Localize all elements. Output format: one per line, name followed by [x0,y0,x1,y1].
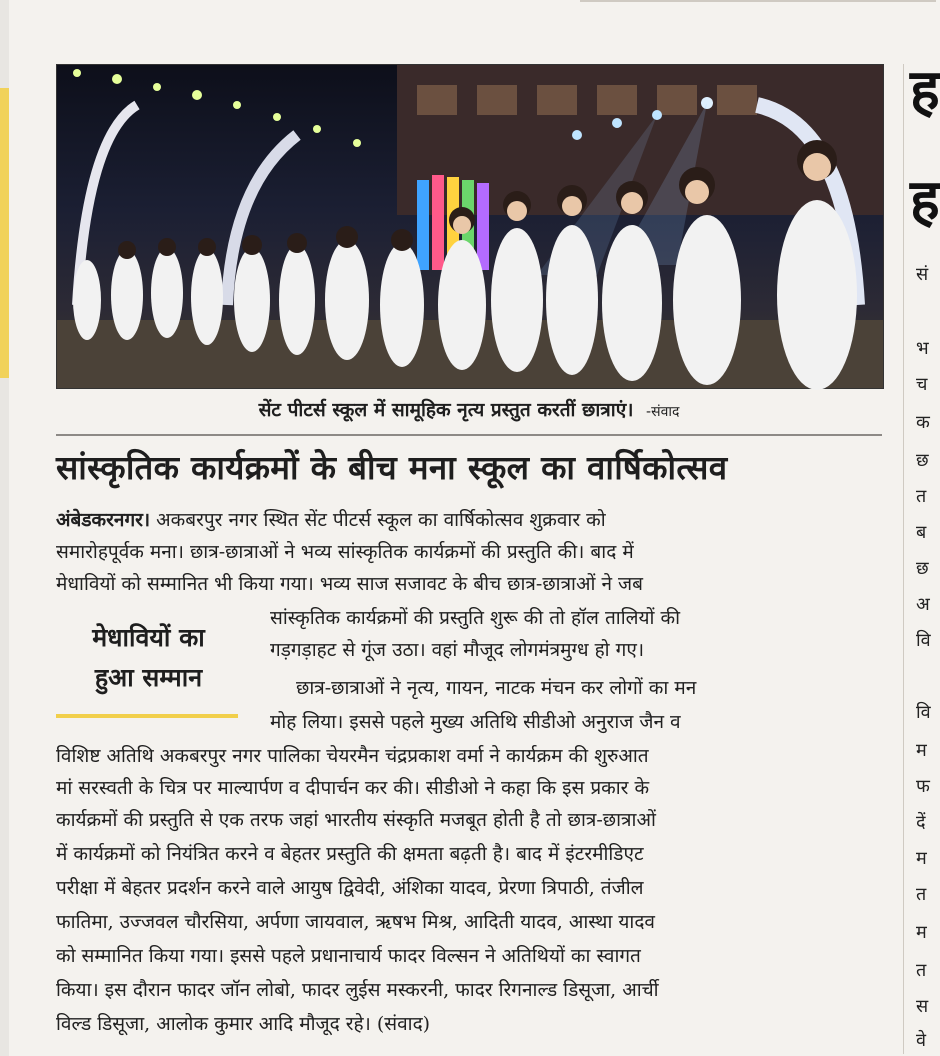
adjacent-text-18: त [916,960,927,981]
body-line-15: किया। इस दौरान फादर जॉन लोबो, फादर लुईस मस्करनी, फादर रिगनाल्ड डिसूजा, आर्ची [56,979,659,1001]
photo-caption [56,396,882,422]
adjacent-text-11: वि [916,702,931,723]
adjacent-text-13: फ [916,776,930,797]
news-photo [56,64,884,389]
adjacent-text-3: च [916,374,928,395]
body-line-5: गड़गड़ाहट से गूंज उठा। वहां मौजूद लोगमंत्रमुग्ध हो गए। [270,639,645,661]
body-line-10: कार्यक्रमों की प्रस्तुति से एक तरफ जहां भारतीय संस्कृति मजबूत होती है तो छात्र-छात्राओं [56,809,656,831]
body-line-3: मेधावियों को सम्मानित भी किया गया। भव्य साज सजावट के बीच छात्र-छात्राओं ने जब [56,573,643,595]
adjacent-text-6: त [916,486,927,507]
adjacent-text-16: त [916,884,927,905]
body-line-7: मोह लिया। इससे पहले मुख्य अतिथि सीडीओ अनुराज जैन व [270,711,681,733]
top-rule [580,0,936,2]
adjacent-headline-fragment-2: ह [910,168,940,233]
body-line-8: विशिष्ट अतिथि अकबरपुर नगर पालिका चेयरमैन चंद्रप्रकाश वर्मा ने कार्यक्रम की शुरुआत [56,745,649,767]
adjacent-headline-fragment-1: ह [910,58,940,123]
article-headline: सांस्कृतिक कार्यक्रमों के बीच मना स्कूल का वार्षिकोत्सव [56,448,728,487]
adjacent-text-1: सं [916,264,929,285]
yellow-margin-strip [0,88,9,378]
body-line-12: परीक्षा में बेहतर प्रदर्शन करने वाले आयुष द्विवेदी, अंशिका यादव, प्रेरणा त्रिपाठी, तंजील [56,877,644,899]
caption-rule [56,434,882,436]
body-line-6: छात्र-छात्राओं ने नृत्य, गायन, नाटक मंचन कर लोगों का मन [296,677,697,699]
sub-heading-line-1: मेधावियों का [92,623,205,652]
adjacent-text-20: वे [916,1030,927,1051]
adjacent-text-2: भ [916,338,929,359]
adjacent-text-19: स [916,996,929,1017]
body-line-4: सांस्कृतिक कार्यक्रमों की प्रस्तुति शुरू की तो हॉल तालियों की [270,607,680,629]
adjacent-text-17: म [916,922,927,943]
sub-heading-underline [56,714,238,718]
adjacent-text-5: छ [916,450,929,471]
body-line-1-text: अकबरपुर नगर स्थित सेंट पीटर्स स्कूल का वार्षिकोत्सव शुक्रवार को [150,509,606,531]
body-line-9: मां सरस्वती के चित्र पर माल्यार्पण व दीपार्चन कर की। सीडीओ ने कहा कि इस प्रकार के [56,777,650,799]
adjacent-text-8: छ [916,558,929,579]
body-line-16: विल्ड डिसूजा, आलोक कुमार आदि मौजूद रहे। (संवाद) [56,1013,431,1035]
body-line-13: फातिमा, उज्जवल चौरसिया, अर्पणा जायवाल, ऋषभ मिश्र, आदिती यादव, आस्था यादव [56,911,655,933]
caption-credit: -संवाद [646,404,680,420]
sub-heading [56,618,241,698]
sub-heading-line-2: हुआ सम्मान [94,663,203,692]
adjacent-text-9: अ [916,594,930,615]
caption-text: सेंट पीटर्स स्कूल में सामूहिक नृत्य प्रस्तुत करतीं छात्राएं। [258,399,634,421]
dateline: अंबेडकरनगर। [56,509,151,531]
adjacent-text-14: दें [916,812,926,833]
adjacent-text-15: म [916,848,927,869]
body-line-14: को सम्मानित किया गया। इससे पहले प्रधानाचार्य फादर विल्सन ने अतिथियों का स्वागत [56,945,641,967]
column-divider [903,64,904,1054]
stage-dance-illustration [57,65,883,388]
adjacent-text-7: ब [916,522,927,543]
body-line-1 [56,504,606,536]
body-line-2: समारोहपूर्वक मना। छात्र-छात्राओं ने भव्य सांस्कृतिक कार्यक्रमों की प्रस्तुति की। बाद में [56,541,634,563]
adjacent-text-4: क [916,412,930,433]
adjacent-text-10: वि [916,630,931,651]
body-line-11: में कार्यक्रमों को नियंत्रित करने व बेहतर प्रस्तुति की क्षमता बढ़ती है। बाद में इंटरमीडिएट [56,843,644,865]
adjacent-text-12: म [916,740,927,761]
